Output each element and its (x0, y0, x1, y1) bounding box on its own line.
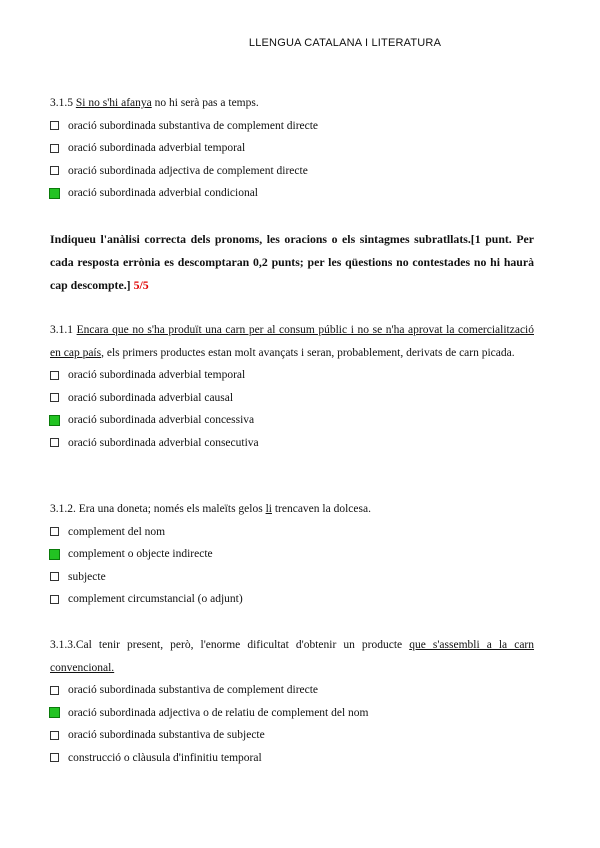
instructions (50, 228, 534, 297)
checkbox[interactable] (50, 166, 59, 175)
option-list (50, 364, 534, 454)
answer-option[interactable] (50, 160, 534, 183)
option-list (50, 679, 534, 769)
instructions-text: Indiqueu l'anàlisi correcta dels pronoms, les oracions o els sintagmes subratllats.[1 punt. Per cada resposta errònia es descomptaran 0,2 punts; per les qüestions no contestades no hi haurà cap descompte.] (50, 232, 534, 292)
question-3-1-2 (50, 498, 534, 611)
checkbox-checked[interactable] (49, 707, 60, 718)
question-after: trencaven la dolcesa. (274, 503, 371, 515)
checkbox[interactable] (50, 121, 59, 130)
underlined-segment: que s'assembli a la carn convencional. (50, 639, 535, 674)
option-label: complement del nom (68, 525, 166, 538)
option-label: oració subordinada adjectiva de complement directe (68, 164, 308, 177)
checkbox[interactable] (50, 753, 59, 762)
question-rest: els primers productes estan molt avançats i seran, probablement, derivats de carn picada. (106, 346, 515, 359)
checkbox[interactable] (50, 686, 59, 695)
answer-option[interactable] (50, 543, 534, 566)
option-label: oració subordinada adverbial condicional (68, 187, 258, 199)
answer-option[interactable] (50, 521, 534, 544)
question-before: 3.1.2. Era una doneta; només els maleïts gelos (50, 503, 263, 515)
question-text (50, 92, 534, 115)
answer-option[interactable] (50, 387, 534, 410)
answer-option[interactable] (50, 747, 534, 770)
question-3-1-3 (50, 634, 534, 769)
checkbox[interactable] (50, 371, 59, 380)
option-label: subjecte (68, 570, 106, 583)
score-badge: 5/5 (133, 278, 149, 292)
option-label: complement o objecte indirecte (68, 548, 213, 560)
underlined-segment: Si no s'hi afanya (75, 97, 152, 109)
question-text (50, 498, 534, 521)
checkbox[interactable] (50, 393, 59, 402)
answer-option[interactable] (50, 182, 534, 205)
checkbox[interactable] (50, 572, 59, 581)
option-label: oració subordinada adverbial consecutiva (68, 436, 259, 449)
checkbox[interactable] (50, 595, 59, 604)
option-label: complement circumstancial (o adjunt) (68, 593, 243, 605)
option-label: oració subordinada adjectiva o de relatiu de complement del nom (68, 706, 369, 719)
option-label: oració subordinada substantiva de complement directe (68, 684, 319, 696)
page-header: LLENGUA CATALANA I LITERATURA (248, 37, 442, 49)
question-text (50, 319, 534, 364)
checkbox[interactable] (50, 731, 59, 740)
question-3-1-1 (50, 319, 534, 454)
answer-option[interactable] (50, 702, 534, 725)
option-label: oració subordinada substantiva de subjecte (68, 729, 265, 741)
option-label: oració subordinada substantiva de complement directe (68, 119, 319, 132)
answer-option[interactable] (50, 409, 534, 432)
checkbox[interactable] (50, 438, 59, 447)
answer-option[interactable] (50, 588, 534, 611)
answer-option[interactable] (50, 566, 534, 589)
underlined-segment: Encara que no s'ha produït una carn per al consum públic i no se n'ha aprovat la comercialització en cap país, (50, 324, 534, 359)
answer-option[interactable] (50, 679, 534, 702)
checkbox[interactable] (50, 527, 59, 536)
question-3-1-5 (50, 92, 534, 205)
question-rest: no hi serà pas a temps. (154, 97, 259, 109)
answer-option[interactable] (50, 115, 534, 138)
checkbox[interactable] (50, 144, 59, 153)
option-label: oració subordinada adverbial temporal (68, 142, 246, 154)
option-label: oració subordinada adverbial causal (68, 391, 234, 404)
answer-option[interactable] (50, 137, 534, 160)
question-number: 3.1.5 (50, 97, 73, 109)
question-number: 3.1.1 (50, 324, 73, 336)
underlined-segment: li (265, 503, 272, 515)
checkbox-checked[interactable] (49, 549, 60, 560)
answer-option[interactable] (50, 432, 534, 455)
answer-option[interactable] (50, 724, 534, 747)
option-label: oració subordinada adverbial concessiva (68, 414, 255, 426)
option-list (50, 115, 534, 205)
checkbox-checked[interactable] (49, 188, 60, 199)
answer-option[interactable] (50, 364, 534, 387)
question-text (50, 634, 534, 679)
question-before: 3.1.3.Cal tenir present, però, l'enorme dificultat d'obtenir un producte (50, 639, 403, 651)
option-label: construcció o clàusula d'infinitiu temporal (68, 751, 262, 764)
option-list (50, 521, 534, 611)
checkbox-checked[interactable] (49, 415, 60, 426)
option-label: oració subordinada adverbial temporal (68, 369, 246, 381)
